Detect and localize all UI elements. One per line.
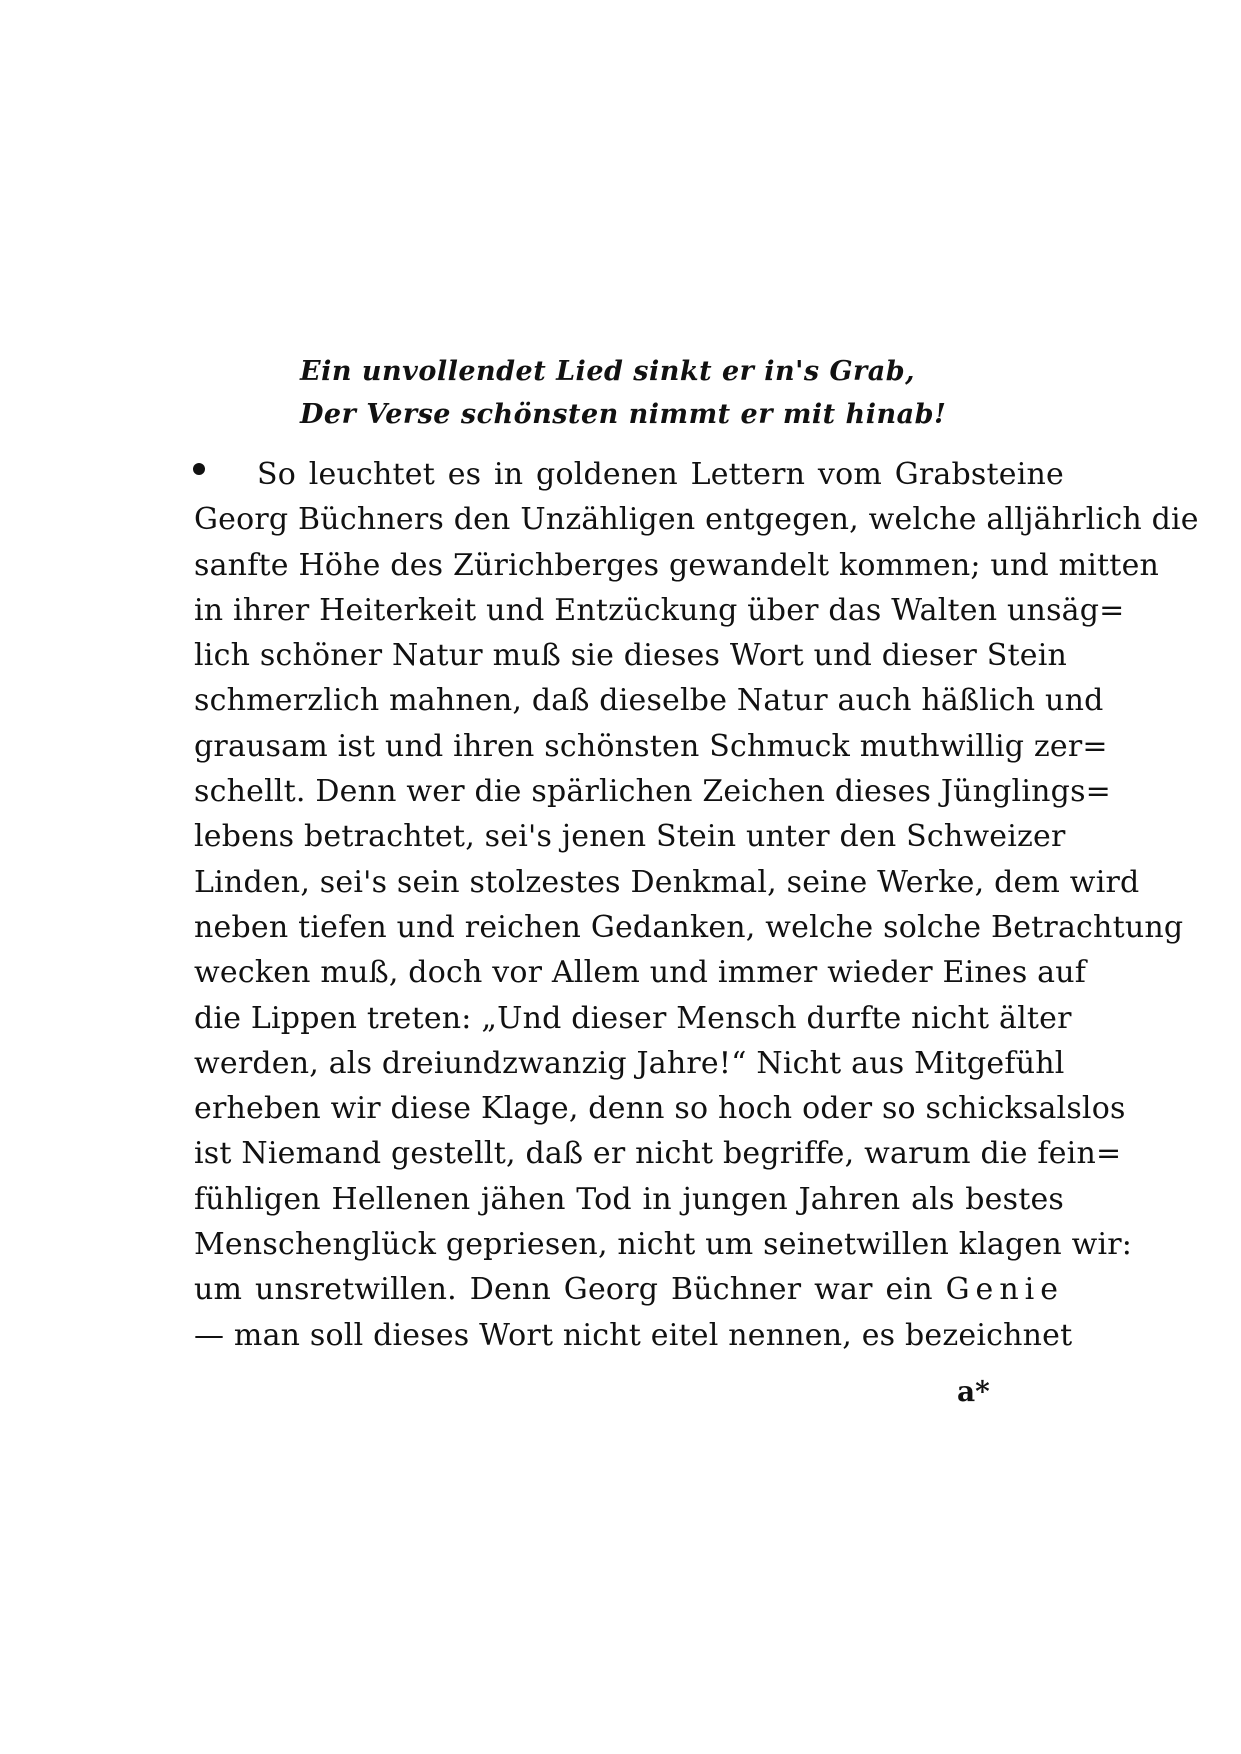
text-line: die Lippen treten: „Und dieser Mensch durfte nicht älter (194, 1000, 1072, 1036)
text-line: Menschenglück gepriesen, nicht um seinetwillen klagen wir: (194, 1227, 1133, 1263)
text-line: lebens betrachtet, sei's jenen Stein unter den Schweizer (194, 819, 1066, 855)
text-line: erheben wir diese Klage, denn so hoch oder so schicksalslos (194, 1091, 1126, 1127)
text-line: sanfte Höhe des Zürichberges gewandelt kommen; und mitten (194, 547, 1160, 583)
text-line: fühligen Hellenen jähen Tod in jungen Jahren als bestes (194, 1181, 1064, 1217)
text-line: — man soll dieses Wort nicht eitel nennen, es bezeichnet (194, 1317, 1073, 1353)
signature-mark: a* (957, 1375, 990, 1408)
epigraph (300, 350, 947, 436)
text-line: werden, als dreiundzwanzig Jahre!“ Nicht aus Mitgefühl (194, 1045, 1065, 1081)
text-line: grausam ist und ihren schönsten Schmuck muthwillig zer= (194, 728, 1108, 764)
text-line: lich schöner Natur muß sie dieses Wort und dieser Stein (194, 638, 1068, 674)
text-segment: um unsretwillen. Denn Georg Büchner war ein (194, 1272, 933, 1308)
text-line: schmerzlich mahnen, daß dieselbe Natur auch häßlich und (194, 683, 1104, 719)
epigraph-line-2: Der Verse schönsten nimmt er mit hinab! (300, 399, 947, 430)
epigraph-line-1: Ein unvollendet Lied sinkt er in's Grab, (300, 356, 916, 387)
text-line: wecken muß, doch vor Allem und immer wieder Eines auf (194, 955, 1087, 991)
text-line: ist Niemand gestellt, daß er nicht begriffe, warum die fein= (194, 1136, 1122, 1172)
text-line: schellt. Denn wer die spärlichen Zeichen dieses Jünglings= (194, 774, 1112, 810)
spaced-word: Genie (945, 1272, 1064, 1308)
text-line: Georg Büchners den Unzähligen entgegen, welche alljährlich die (194, 502, 1199, 538)
text-line: neben tiefen und reichen Gedanken, welche solche Betrachtung (194, 909, 1184, 945)
text-line: So leuchtet es in goldenen Lettern vom Grabsteine (257, 457, 1064, 492)
body-paragraph (194, 452, 1199, 1358)
text-line-with-spaced-word (194, 1267, 1064, 1312)
text-line: Linden, sei's sein stolzestes Denkmal, seine Werke, dem wird (194, 864, 1140, 900)
text-line: in ihrer Heiterkeit und Entzückung über das Walten unsäg= (194, 592, 1125, 628)
